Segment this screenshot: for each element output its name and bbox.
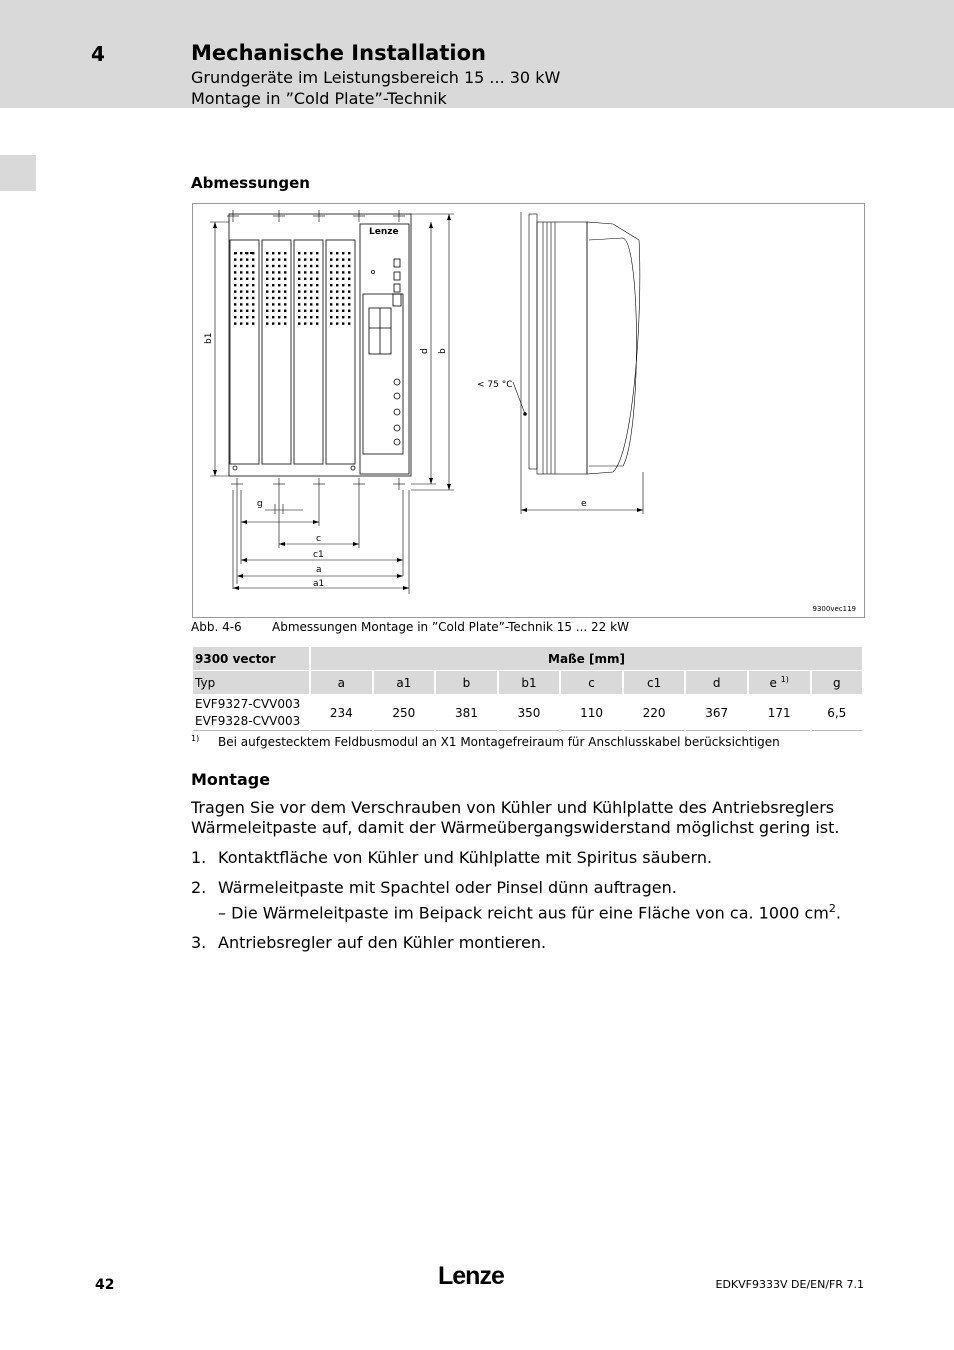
grille-dot xyxy=(342,316,344,318)
grille-dot xyxy=(330,297,332,299)
grille-dot xyxy=(330,278,332,280)
grille-dot xyxy=(278,310,280,312)
grille-dot xyxy=(304,258,306,260)
grille-dot xyxy=(266,303,268,305)
grille-dot xyxy=(330,271,332,273)
grille-dot xyxy=(272,310,274,312)
grille-dot xyxy=(298,252,300,254)
grille-dot xyxy=(246,258,248,260)
grille-dot xyxy=(272,322,274,324)
lenze-logo: Lenze xyxy=(438,1262,504,1290)
col-header-c: c xyxy=(561,671,622,694)
grille-dot xyxy=(330,258,332,260)
grille-dot xyxy=(310,303,312,305)
grille-dot xyxy=(284,290,286,292)
label-temperature: < 75 °C xyxy=(477,380,513,390)
grille-dot xyxy=(278,322,280,324)
grille-dot xyxy=(298,303,300,305)
grille-dot xyxy=(240,290,242,292)
grille-dot xyxy=(266,271,268,273)
label-b1: b1 xyxy=(204,332,214,344)
heading-abmessungen: Abmessungen xyxy=(191,174,310,192)
grille-dot xyxy=(310,271,312,273)
grille-dot xyxy=(304,252,306,254)
grille-dot xyxy=(278,258,280,260)
grille-dot xyxy=(252,284,254,286)
label-a: a xyxy=(316,565,322,575)
grille-dot xyxy=(246,316,248,318)
grille-dot xyxy=(342,284,344,286)
grille-dot xyxy=(284,271,286,273)
step-2-sub-note: – Die Wärmeleitpaste im Beipack reicht aus für eine Fläche von ca. 1000 $cm^2$. xyxy=(218,902,841,923)
grille-dot xyxy=(336,316,338,318)
grille-dot xyxy=(348,310,350,312)
grille-dot xyxy=(310,316,312,318)
value-e: 171 xyxy=(749,695,810,731)
grille-dot xyxy=(246,284,248,286)
grille-dot xyxy=(316,278,318,280)
grille-dot xyxy=(330,310,332,312)
grille-dot xyxy=(304,265,306,267)
value-c: 110 xyxy=(561,695,622,731)
chapter-number: 4 xyxy=(91,42,105,66)
grille-dot xyxy=(336,284,338,286)
grille-dot xyxy=(252,278,254,280)
grille-dot xyxy=(298,322,300,324)
grille-dot xyxy=(316,303,318,305)
grille-dot xyxy=(336,258,338,260)
grille-dot xyxy=(272,303,274,305)
grille-dot xyxy=(342,278,344,280)
grille-dot xyxy=(246,297,248,299)
figure-code: 9300vec119 xyxy=(812,605,856,613)
grille-dot xyxy=(284,284,286,286)
grille-dot xyxy=(272,290,274,292)
grille-dot xyxy=(284,297,286,299)
grille-dot xyxy=(234,316,236,318)
grille-dot xyxy=(310,284,312,286)
device-brand-label: Lenze xyxy=(369,227,399,237)
grille-dot xyxy=(304,284,306,286)
grille-dot xyxy=(310,297,312,299)
grille-dot xyxy=(278,271,280,273)
step-1-number: 1. xyxy=(191,848,207,867)
grille-dot xyxy=(246,252,248,254)
grille-dot xyxy=(278,278,280,280)
grille-dot xyxy=(272,258,274,260)
grille-dot xyxy=(304,310,306,312)
grille-dot xyxy=(304,278,306,280)
grille-dot xyxy=(240,316,242,318)
grille-dot xyxy=(278,284,280,286)
grille-dot xyxy=(336,278,338,280)
grille-dot xyxy=(234,322,236,324)
side-tab-marker xyxy=(0,155,36,191)
value-c1: 220 xyxy=(624,695,685,731)
grille-dot xyxy=(284,322,286,324)
grille-dot xyxy=(348,278,350,280)
label-d: d xyxy=(420,348,430,354)
grille-dot xyxy=(316,297,318,299)
grille-dot xyxy=(310,258,312,260)
grille-dot xyxy=(348,316,350,318)
grille-dot xyxy=(304,290,306,292)
grille-dot xyxy=(310,278,312,280)
grille-dot xyxy=(298,278,300,280)
grille-dot xyxy=(234,252,236,254)
grille-dot xyxy=(348,271,350,273)
grille-dot xyxy=(240,284,242,286)
label-g: g xyxy=(257,499,263,509)
grille-dot xyxy=(284,310,286,312)
grille-dot xyxy=(266,297,268,299)
grille-dot xyxy=(266,265,268,267)
grille-dot xyxy=(272,284,274,286)
grille-dot xyxy=(246,290,248,292)
table-header-product: 9300 vector xyxy=(193,647,309,670)
grille-dot xyxy=(284,278,286,280)
grille-dot xyxy=(246,265,248,267)
grille-dot xyxy=(272,297,274,299)
grille-dot xyxy=(336,297,338,299)
grille-dot xyxy=(252,297,254,299)
subtitle-cold-plate: Montage in ”Cold Plate”-Technik xyxy=(191,89,447,108)
grille-dot xyxy=(246,310,248,312)
grille-dot xyxy=(278,303,280,305)
grille-dot xyxy=(272,278,274,280)
grille-dot xyxy=(310,265,312,267)
grille-dot xyxy=(316,252,318,254)
grille-dot xyxy=(234,297,236,299)
subtitle-power-range: Grundgeräte im Leistungsbereich 15 ... 30 kW xyxy=(191,68,561,87)
grille-dot xyxy=(252,322,254,324)
grille-dot xyxy=(342,310,344,312)
grille-dot xyxy=(348,252,350,254)
grille-dot xyxy=(266,322,268,324)
grille-dot xyxy=(252,303,254,305)
grille-dot xyxy=(266,290,268,292)
label-c1: c1 xyxy=(313,550,324,560)
grille-dot xyxy=(330,265,332,267)
temperature-point xyxy=(523,412,527,416)
grille-dot xyxy=(266,278,268,280)
grille-dot xyxy=(278,252,280,254)
grille-dot xyxy=(252,265,254,267)
grille-dot xyxy=(342,258,344,260)
grille-dot xyxy=(310,322,312,324)
grille-dot xyxy=(240,303,242,305)
grille-dot xyxy=(342,271,344,273)
value-d: 367 xyxy=(686,695,747,731)
grille-dot xyxy=(316,265,318,267)
value-a1: 250 xyxy=(374,695,435,731)
value-b1: 350 xyxy=(499,695,560,731)
grille-dot xyxy=(234,310,236,312)
document-code: EDKVF9333V DE/EN/FR 7.1 xyxy=(715,1278,864,1291)
grille-dot xyxy=(336,322,338,324)
grille-dot xyxy=(330,303,332,305)
grille-dot xyxy=(316,322,318,324)
grille-dot xyxy=(284,252,286,254)
grille-dot xyxy=(252,290,254,292)
label-e: e xyxy=(581,499,587,509)
grille-dot xyxy=(298,290,300,292)
grille-dot xyxy=(304,271,306,273)
grille-dot xyxy=(298,310,300,312)
step-2-text: Wärmeleitpaste mit Spachtel oder Pinsel dünn auftragen. xyxy=(218,878,677,897)
dimension-drawing xyxy=(192,203,865,618)
grille-dot xyxy=(252,316,254,318)
grille-dot xyxy=(342,265,344,267)
grille-dot xyxy=(234,258,236,260)
grille-dot xyxy=(234,278,236,280)
grille-dot xyxy=(278,290,280,292)
figure-caption-number: Abb. 4-6 xyxy=(191,620,242,634)
grille-dot xyxy=(272,316,274,318)
label-a1: a1 xyxy=(313,579,325,589)
grille-dot xyxy=(298,284,300,286)
grille-dot xyxy=(298,316,300,318)
grille-dot xyxy=(278,265,280,267)
grille-dot xyxy=(342,252,344,254)
grille-dot xyxy=(304,297,306,299)
value-a: 234 xyxy=(311,695,372,731)
grille-dot xyxy=(240,278,242,280)
grille-dot xyxy=(246,322,248,324)
col-header-a1: a1 xyxy=(374,671,435,694)
dimension-drawing-svg xyxy=(193,204,866,619)
grille-dot xyxy=(342,297,344,299)
grille-dot xyxy=(252,310,254,312)
grille-dot xyxy=(272,265,274,267)
grille-dot xyxy=(284,258,286,260)
grille-dot xyxy=(240,271,242,273)
grille-dot xyxy=(246,278,248,280)
grille-dot xyxy=(336,290,338,292)
grille-dot xyxy=(266,316,268,318)
grille-dot xyxy=(342,290,344,292)
grille-dot xyxy=(234,290,236,292)
grille-dot xyxy=(246,271,248,273)
grille-dot xyxy=(348,297,350,299)
grille-dot xyxy=(342,303,344,305)
grille-dot xyxy=(298,258,300,260)
grille-dot xyxy=(234,284,236,286)
grille-dot xyxy=(316,310,318,312)
grille-dot xyxy=(272,271,274,273)
heading-montage: Montage xyxy=(191,770,271,789)
grille-dot xyxy=(266,284,268,286)
grille-dot xyxy=(298,271,300,273)
grille-dot xyxy=(234,265,236,267)
grille-dot xyxy=(348,258,350,260)
grille-dot xyxy=(348,303,350,305)
grille-dot xyxy=(266,252,268,254)
grille-dot xyxy=(252,258,254,260)
grille-dot xyxy=(240,310,242,312)
grille-dot xyxy=(330,252,332,254)
col-header-b1: b1 xyxy=(499,671,560,694)
table-header-dims: Maße [mm] xyxy=(311,647,862,670)
grille-dot xyxy=(348,322,350,324)
grille-dot xyxy=(336,252,338,254)
col-header-g: g xyxy=(812,671,863,694)
grille-dot xyxy=(348,284,350,286)
value-g: 6,5 xyxy=(812,695,863,731)
grille-dot xyxy=(310,290,312,292)
step-3-number: 3. xyxy=(191,933,207,952)
grille-dot xyxy=(310,310,312,312)
grille-dot xyxy=(266,258,268,260)
figure-caption-text: Abmessungen Montage in ”Cold Plate”-Technik 15 ... 22 kW xyxy=(272,620,629,634)
grille-dot xyxy=(240,258,242,260)
col-header-b: b xyxy=(436,671,497,694)
value-b: 381 xyxy=(436,695,497,731)
grille-dot xyxy=(298,265,300,267)
grille-dot xyxy=(316,284,318,286)
grille-dot xyxy=(240,252,242,254)
grille-dot xyxy=(266,310,268,312)
grille-dot xyxy=(252,271,254,273)
type-cell: EVF9327-CVV003 EVF9328-CVV003 xyxy=(193,695,309,731)
step-2-number: 2. xyxy=(191,878,207,897)
grille-dot xyxy=(304,303,306,305)
grille-dot xyxy=(336,310,338,312)
grille-dot xyxy=(336,265,338,267)
grille-dot xyxy=(284,303,286,305)
grille-dot xyxy=(284,316,286,318)
footnote-mark: 1) xyxy=(191,734,200,743)
step-3-text: Antriebsregler auf den Kühler montieren. xyxy=(218,933,547,952)
label-c: c xyxy=(316,534,321,544)
grille-dot xyxy=(240,297,242,299)
grille-dot xyxy=(348,265,350,267)
col-header-e: e $^{1)}$ xyxy=(749,671,810,694)
grille-dot xyxy=(252,252,254,254)
grille-dot xyxy=(240,265,242,267)
grille-dot xyxy=(330,284,332,286)
grille-dot xyxy=(316,290,318,292)
grille-dot xyxy=(272,252,274,254)
table-row xyxy=(193,695,862,731)
grille-dot xyxy=(298,297,300,299)
grille-dot xyxy=(240,322,242,324)
grille-dot xyxy=(336,303,338,305)
col-header-d: d xyxy=(686,671,747,694)
footnote-text: Bei aufgestecktem Feldbusmodul an X1 Montagefreiraum für Anschlusskabel berücksichtigen xyxy=(218,735,780,749)
grille-dot xyxy=(234,303,236,305)
grille-dot xyxy=(278,316,280,318)
grille-dot xyxy=(330,322,332,324)
grille-dot xyxy=(246,303,248,305)
table-typ-label: Typ xyxy=(193,671,309,694)
montage-intro: Tragen Sie vor dem Verschrauben von Kühler und Kühlplatte des Antriebsreglers Wärmeleitpaste auf, damit der Wärmeübergangswiderstand möglichst gering ist. xyxy=(191,798,840,837)
grille-dot xyxy=(348,290,350,292)
grille-dot xyxy=(310,252,312,254)
grille-dot xyxy=(316,258,318,260)
step-1-text: Kontaktfläche von Kühler und Kühlplatte mit Spiritus säubern. xyxy=(218,848,713,867)
page-number: 42 xyxy=(95,1277,115,1293)
grille-dot xyxy=(330,290,332,292)
grille-dot xyxy=(284,265,286,267)
grille-dot xyxy=(304,322,306,324)
grille-dot xyxy=(316,271,318,273)
grille-dot xyxy=(336,271,338,273)
grille-dot xyxy=(304,316,306,318)
col-header-c1: c1 xyxy=(624,671,685,694)
col-header-a: a xyxy=(311,671,372,694)
grille-dot xyxy=(316,316,318,318)
grille-dot xyxy=(234,271,236,273)
dimensions-table xyxy=(191,646,864,732)
label-b: b xyxy=(438,348,448,354)
chapter-title: Mechanische Installation xyxy=(191,41,486,65)
grille-dot xyxy=(342,322,344,324)
grille-dot xyxy=(278,297,280,299)
grille-dot xyxy=(330,316,332,318)
